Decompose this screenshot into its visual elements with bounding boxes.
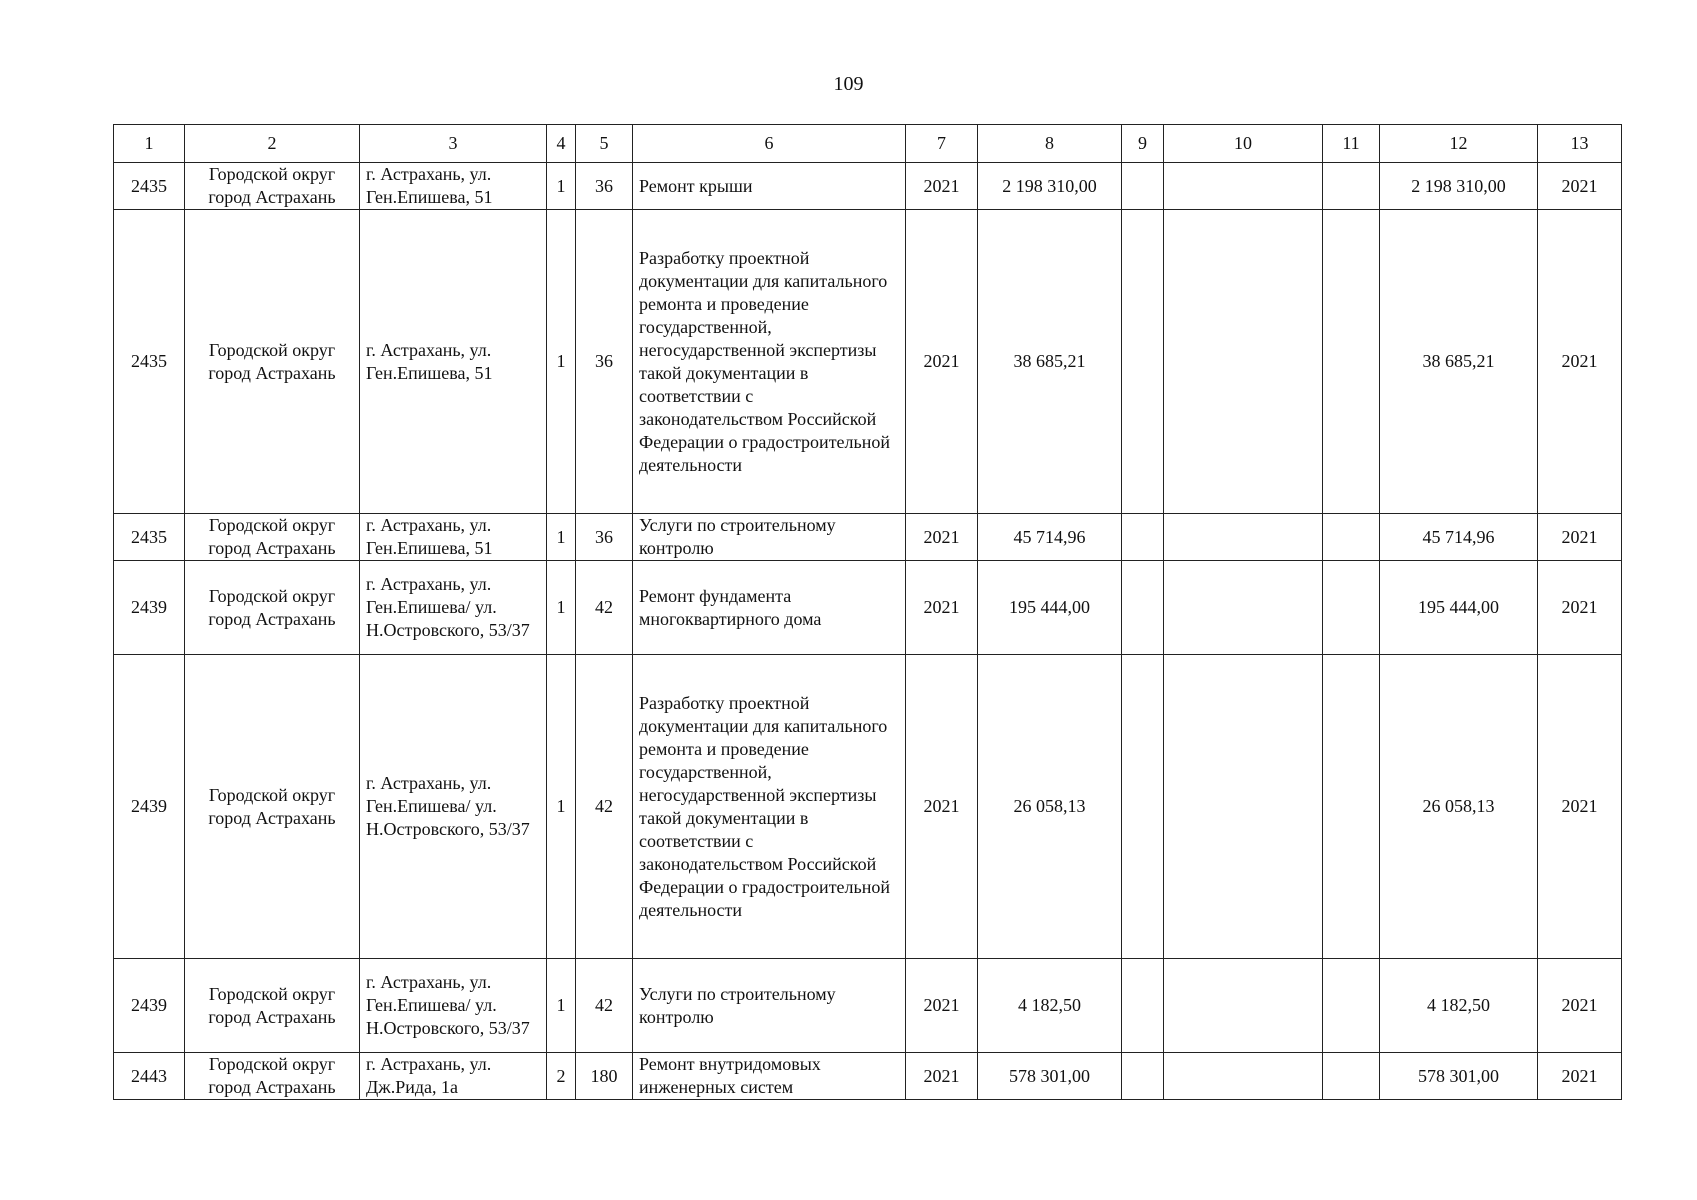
cell-municipality: Городской округ город Астрахань [185, 561, 360, 655]
cell-year: 2021 [906, 959, 978, 1053]
cell-number: 2435 [114, 210, 185, 514]
cell-col11 [1323, 655, 1380, 959]
capital-repair-table [113, 124, 1622, 1100]
cell-address: г. Астрахань, ул. Ген.Епишева/ ул. Н.Островского, 53/37 [360, 655, 547, 959]
header-col-3: 3 [360, 125, 547, 163]
header-col-6: 6 [633, 125, 906, 163]
cell-col13: 2021 [1538, 655, 1622, 959]
header-col-12: 12 [1380, 125, 1538, 163]
cell-cost: 195 444,00 [978, 561, 1122, 655]
cell-cost: 2 198 310,00 [978, 163, 1122, 210]
header-col-9: 9 [1122, 125, 1164, 163]
cell-col10 [1164, 655, 1323, 959]
cell-address: г. Астрахань, ул. Ген.Епишева, 51 [360, 514, 547, 561]
cell-col13: 2021 [1538, 959, 1622, 1053]
cell-col4: 1 [547, 210, 576, 514]
cell-work-type: Услуги по строительному контролю [633, 514, 906, 561]
cell-address: г. Астрахань, ул. Ген.Епишева, 51 [360, 163, 547, 210]
cell-municipality: Городской округ город Астрахань [185, 655, 360, 959]
cell-col10 [1164, 163, 1323, 210]
cell-municipality: Городской округ город Астрахань [185, 959, 360, 1053]
cell-year: 2021 [906, 210, 978, 514]
cell-cost: 4 182,50 [978, 959, 1122, 1053]
header-col-10: 10 [1164, 125, 1323, 163]
cell-municipality: Городской округ город Астрахань [185, 163, 360, 210]
cell-work-type: Разработку проектной документации для капитального ремонта и проведение государственной, негосударственной экспертизы такой документации в соответствии с законодательством Российской Федерации о градостроительной деятельности [633, 655, 906, 959]
cell-number: 2439 [114, 561, 185, 655]
cell-number: 2443 [114, 1053, 185, 1100]
cell-col5: 180 [576, 1053, 633, 1100]
header-col-13: 13 [1538, 125, 1622, 163]
cell-year: 2021 [906, 163, 978, 210]
cell-col11 [1323, 561, 1380, 655]
cell-col4: 2 [547, 1053, 576, 1100]
cell-col4: 1 [547, 514, 576, 561]
cell-col10 [1164, 561, 1323, 655]
cell-address: г. Астрахань, ул. Ген.Епишева/ ул. Н.Островского, 53/37 [360, 561, 547, 655]
cell-cost: 38 685,21 [978, 210, 1122, 514]
table-row [114, 1053, 1622, 1100]
cell-col9 [1122, 561, 1164, 655]
cell-year: 2021 [906, 514, 978, 561]
cell-col12: 195 444,00 [1380, 561, 1538, 655]
cell-cost: 26 058,13 [978, 655, 1122, 959]
cell-number: 2439 [114, 959, 185, 1053]
cell-col9 [1122, 1053, 1164, 1100]
cell-col12: 2 198 310,00 [1380, 163, 1538, 210]
cell-col12: 578 301,00 [1380, 1053, 1538, 1100]
cell-number: 2439 [114, 655, 185, 959]
header-col-8: 8 [978, 125, 1122, 163]
cell-col4: 1 [547, 163, 576, 210]
cell-cost: 578 301,00 [978, 1053, 1122, 1100]
cell-col11 [1323, 514, 1380, 561]
header-col-1: 1 [114, 125, 185, 163]
cell-col13: 2021 [1538, 1053, 1622, 1100]
header-col-7: 7 [906, 125, 978, 163]
cell-municipality: Городской округ город Астрахань [185, 1053, 360, 1100]
cell-col13: 2021 [1538, 210, 1622, 514]
cell-number: 2435 [114, 514, 185, 561]
cell-address: г. Астрахань, ул. Ген.Епишева, 51 [360, 210, 547, 514]
cell-work-type: Ремонт внутридомовых инженерных систем [633, 1053, 906, 1100]
cell-work-type: Ремонт крыши [633, 163, 906, 210]
header-row [114, 125, 1622, 163]
cell-col10 [1164, 210, 1323, 514]
cell-col4: 1 [547, 655, 576, 959]
cell-col9 [1122, 655, 1164, 959]
header-col-11: 11 [1323, 125, 1380, 163]
cell-work-type: Разработку проектной документации для капитального ремонта и проведение государственной, негосударственной экспертизы такой документации в соответствии с законодательством Российской Федерации о градостроительной деятельности [633, 210, 906, 514]
cell-municipality: Городской округ город Астрахань [185, 210, 360, 514]
cell-year: 2021 [906, 655, 978, 959]
cell-col13: 2021 [1538, 514, 1622, 561]
cell-work-type: Ремонт фундамента многоквартирного дома [633, 561, 906, 655]
cell-col5: 42 [576, 561, 633, 655]
page-number: 109 [833, 73, 864, 95]
cell-col11 [1323, 959, 1380, 1053]
cell-col4: 1 [547, 561, 576, 655]
cell-col11 [1323, 163, 1380, 210]
cell-work-type: Услуги по строительному контролю [633, 959, 906, 1053]
cell-col13: 2021 [1538, 561, 1622, 655]
cell-col9 [1122, 210, 1164, 514]
cell-col11 [1323, 1053, 1380, 1100]
cell-col5: 36 [576, 210, 633, 514]
cell-col5: 42 [576, 959, 633, 1053]
cell-col13: 2021 [1538, 163, 1622, 210]
cell-col5: 36 [576, 514, 633, 561]
cell-col12: 4 182,50 [1380, 959, 1538, 1053]
cell-address: г. Астрахань, ул. Дж.Рида, 1а [360, 1053, 547, 1100]
table-row [114, 163, 1622, 210]
cell-col12: 45 714,96 [1380, 514, 1538, 561]
table-row [114, 561, 1622, 655]
cell-number: 2435 [114, 163, 185, 210]
table-row [114, 210, 1622, 514]
cell-col9 [1122, 163, 1164, 210]
header-col-4: 4 [547, 125, 576, 163]
cell-col12: 38 685,21 [1380, 210, 1538, 514]
table-row [114, 959, 1622, 1053]
cell-col10 [1164, 514, 1323, 561]
cell-col10 [1164, 1053, 1323, 1100]
table-row [114, 655, 1622, 959]
cell-col9 [1122, 514, 1164, 561]
cell-col5: 42 [576, 655, 633, 959]
cell-address: г. Астрахань, ул. Ген.Епишева/ ул. Н.Островского, 53/37 [360, 959, 547, 1053]
cell-municipality: Городской округ город Астрахань [185, 514, 360, 561]
cell-col10 [1164, 959, 1323, 1053]
table-row [114, 514, 1622, 561]
cell-col12: 26 058,13 [1380, 655, 1538, 959]
header-col-2: 2 [185, 125, 360, 163]
cell-col5: 36 [576, 163, 633, 210]
cell-cost: 45 714,96 [978, 514, 1122, 561]
cell-year: 2021 [906, 561, 978, 655]
header-col-5: 5 [576, 125, 633, 163]
cell-col9 [1122, 959, 1164, 1053]
cell-col11 [1323, 210, 1380, 514]
cell-year: 2021 [906, 1053, 978, 1100]
cell-col4: 1 [547, 959, 576, 1053]
